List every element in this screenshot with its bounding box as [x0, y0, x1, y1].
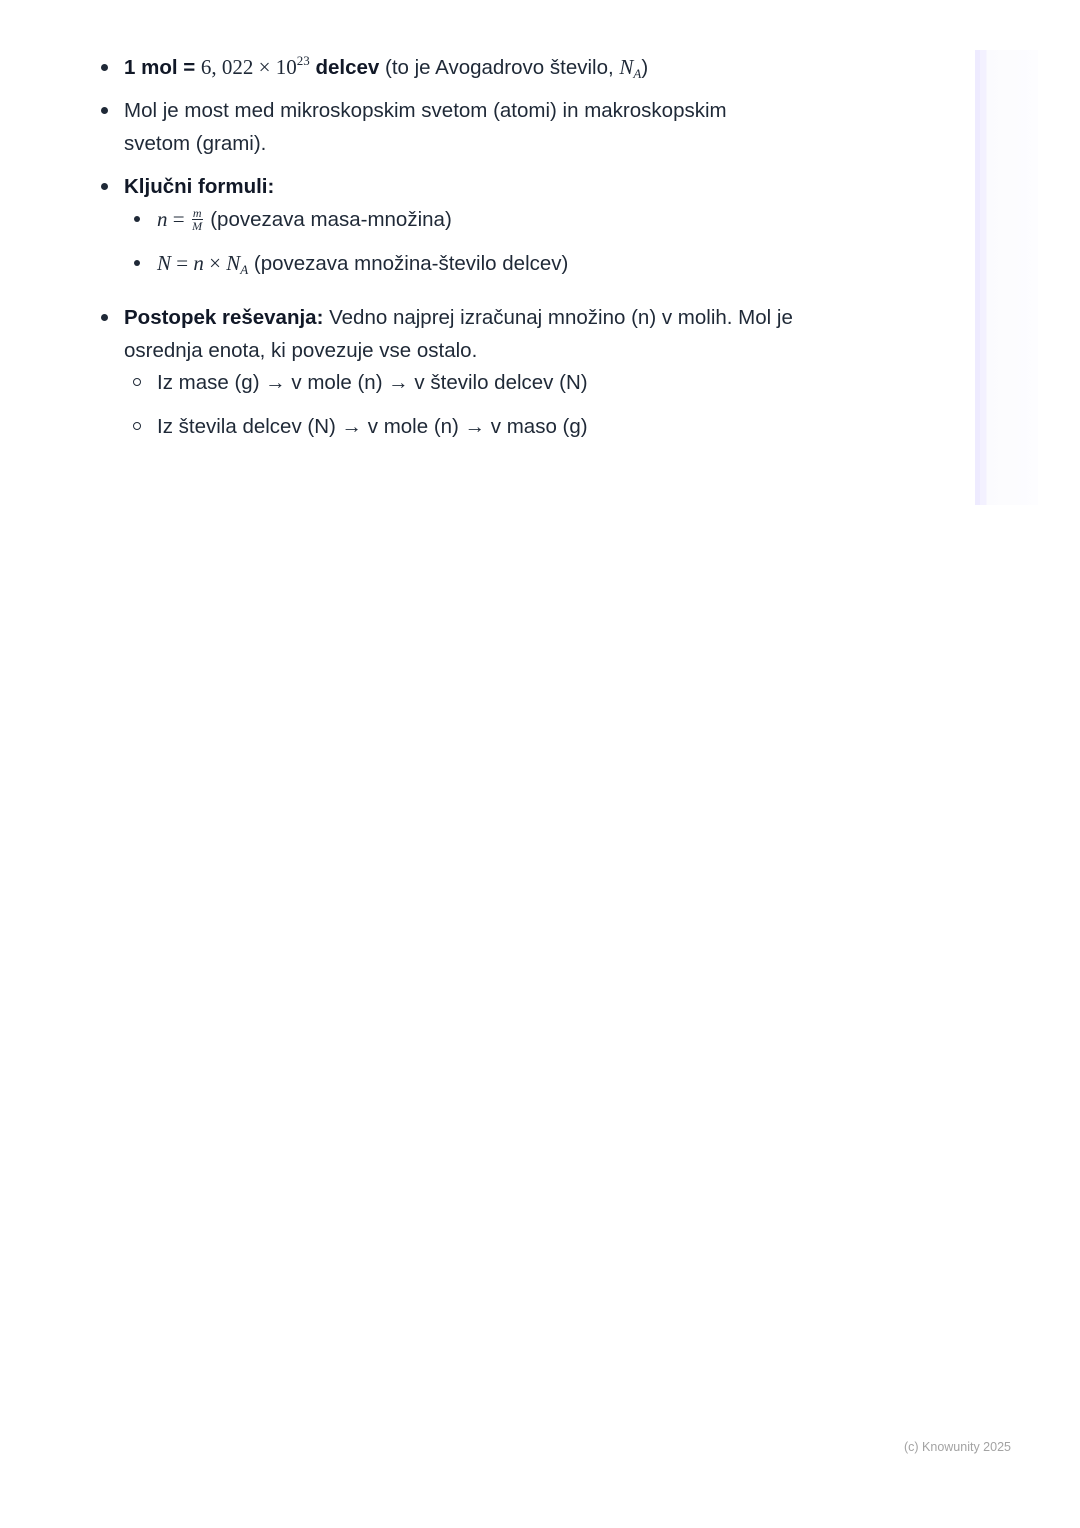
- bullet-dot: [101, 64, 108, 71]
- bullet-dot: [101, 314, 108, 321]
- bullet-dot: [101, 183, 108, 190]
- formula-mass-amount: [157, 203, 452, 236]
- side-panel-strip: [975, 50, 1038, 505]
- fraction: [192, 207, 203, 232]
- particles-label: delcev: [315, 56, 380, 79]
- na-sub: A: [240, 262, 249, 277]
- bullet-dot: [101, 107, 108, 114]
- formula-N-n-NA: [157, 251, 248, 275]
- formula-n: n: [193, 251, 204, 275]
- bridge-item-line2: svetom (grami).: [124, 132, 267, 155]
- sub-bullet-ring: [133, 422, 141, 430]
- avogadro-mantissa: 6, 022 × 10: [200, 55, 297, 79]
- procedure-step-1: Iz mase (g) → v mole (n) → v število delcev (N): [157, 371, 588, 394]
- formula-eq: =: [172, 207, 185, 231]
- mol-definition-rest: (to je Avogadrovo število,: [385, 56, 614, 79]
- sub-bullet-ring: [133, 378, 141, 386]
- mol-definition-close: ): [641, 56, 649, 79]
- avogadro-symbol: [619, 55, 641, 79]
- formula-n-m-over-M: [157, 207, 205, 231]
- na-sub: A: [633, 66, 642, 81]
- procedure-line2: osrednja enota, ki povezuje vse ostalo.: [124, 339, 478, 362]
- formulas-heading: [124, 170, 274, 203]
- procedure-line1-rest: Vedno najprej izračunaj množino (n) v molih. Mol je: [329, 306, 793, 329]
- na-base: N: [226, 251, 241, 275]
- formula-eq: =: [176, 251, 189, 275]
- bridge-item-line1: Mol je most med mikroskopskim svetom (atomi) in makroskopskim: [124, 99, 727, 122]
- fraction-denominator: M: [192, 218, 203, 233]
- procedure-label: Postopek reševanja:: [124, 306, 324, 329]
- procedure-line1: [124, 301, 793, 334]
- copyright-footer: (c) Knowunity 2025: [903, 1440, 1011, 1454]
- formulas-label: Ključni formuli:: [124, 175, 275, 198]
- mol-lead: 1 mol =: [124, 56, 196, 79]
- formula-lhs: n: [157, 207, 168, 231]
- avogadro-constant: [201, 55, 310, 79]
- fraction-numerator: m: [192, 205, 202, 220]
- sub-bullet-dot: [134, 216, 140, 222]
- mol-definition-item: [124, 51, 648, 84]
- avogadro-exponent: 23: [296, 53, 310, 68]
- formula-amount-particles-desc: (povezava množina-število delcev): [253, 252, 569, 275]
- procedure-step-2: Iz števila delcev (N) → v mole (n) → v maso (g): [157, 415, 588, 438]
- formula-times: ×: [209, 251, 221, 275]
- sub-bullet-dot: [134, 260, 140, 266]
- na-base: N: [619, 55, 634, 79]
- formula-amount-particles: [157, 247, 568, 280]
- formula-lhs: N: [157, 251, 172, 275]
- formula-mass-amount-desc: (povezava masa-množina): [210, 208, 452, 231]
